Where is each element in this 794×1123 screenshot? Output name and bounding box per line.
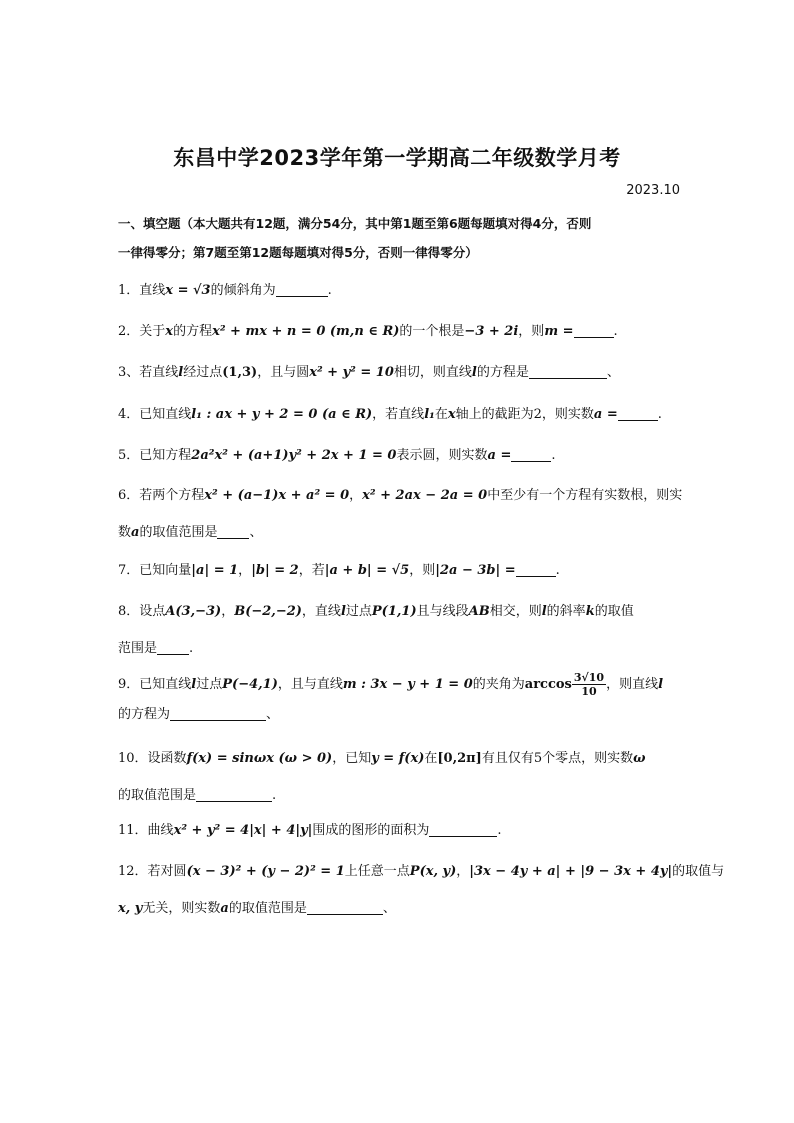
- question-text: 的方程为: [118, 707, 171, 722]
- question-text: 的取值范围是: [139, 525, 218, 540]
- question-text: 的斜率: [546, 604, 586, 619]
- question-text: 表示圆，则实数: [396, 448, 488, 463]
- question-3: [118, 358, 688, 388]
- answer-blank[interactable]: [516, 562, 556, 577]
- math-expression: x, y: [118, 901, 143, 916]
- question-text: 的取值: [594, 604, 634, 619]
- math-expression: B(−2,−2): [234, 604, 302, 619]
- math-expression: a: [220, 901, 229, 916]
- math-expression: P(x, y): [409, 864, 457, 879]
- question-text: 曲线: [147, 823, 174, 838]
- math-expression: P(−4,1): [222, 677, 278, 692]
- question-text: 的方程是: [476, 365, 529, 380]
- fraction-numerator: 3√10: [573, 671, 605, 684]
- math-expression: [0,2π]: [437, 751, 482, 766]
- question-text: ，: [221, 604, 235, 619]
- math-expression: −3 + 2i: [464, 324, 519, 339]
- fraction: [572, 671, 606, 698]
- question-text: .: [497, 823, 502, 838]
- question-text: 中至少有一个方程有实数根，则实: [487, 488, 683, 503]
- question-text: 直线: [139, 283, 166, 298]
- math-expression: |a| = 1: [191, 563, 239, 578]
- question-1: [118, 276, 688, 306]
- question-line: [118, 744, 688, 774]
- question-text: .: [613, 324, 618, 339]
- section-heading: [118, 209, 688, 267]
- question-number: 3、: [118, 365, 140, 380]
- question-text: ，: [238, 563, 252, 578]
- question-text: 有且仅有5个零点，则实数: [481, 751, 634, 766]
- section-heading-line-2: 一律得零分；第7题至第12题每题填对得5分，否则一律得零分）: [118, 245, 478, 260]
- math-expression: m : 3x − y + 1 = 0: [342, 677, 473, 692]
- math-expression: l₁: [424, 407, 435, 422]
- question-text: 关于: [139, 324, 166, 339]
- question-number: 2．: [118, 324, 140, 339]
- math-expression: P(1,1): [371, 604, 417, 619]
- math-expression: x = √3: [165, 283, 211, 298]
- question-text: .: [551, 448, 556, 463]
- question-text: ，则: [409, 563, 436, 578]
- math-expression: l: [178, 365, 184, 380]
- math-expression: l: [471, 365, 477, 380]
- question-text: ，若直线: [372, 407, 425, 422]
- question-text: 、: [606, 365, 620, 380]
- question-number: 8．: [118, 604, 140, 619]
- question-text: 相交，则: [489, 604, 542, 619]
- question-text: 过点: [196, 677, 223, 692]
- question-text: 若直线: [139, 365, 179, 380]
- question-text: 轴上的截距为2，则实数: [455, 407, 594, 422]
- question-text: 范围是: [118, 641, 158, 656]
- math-expression: l: [658, 677, 664, 692]
- question-text: 设点: [139, 604, 166, 619]
- question-line: [118, 597, 688, 627]
- question-text: ，则直线: [606, 677, 659, 692]
- answer-blank[interactable]: [170, 706, 266, 721]
- question-number: 11．: [118, 823, 148, 838]
- question-text: 过点: [345, 604, 372, 619]
- question-5: [118, 441, 688, 471]
- question-text: ，若: [298, 563, 325, 578]
- math-expression: x² + (a−1)x + a² = 0: [204, 488, 350, 503]
- question-line: [118, 670, 688, 700]
- answer-blank[interactable]: [529, 364, 607, 379]
- question-number: 4．: [118, 407, 140, 422]
- math-expression: l: [191, 677, 197, 692]
- question-text: ，则: [518, 324, 545, 339]
- answer-blank[interactable]: [157, 640, 189, 655]
- question-text: 若两个方程: [139, 488, 205, 503]
- question-text: ，且与直线: [277, 677, 343, 692]
- math-expression: |a + b| = √5: [324, 563, 410, 578]
- question-text: 相切，则直线: [393, 365, 472, 380]
- question-text: ，: [456, 864, 470, 879]
- question-text: 围成的图形的面积为: [312, 823, 430, 838]
- math-expression: x² + y² = 4|x| + 4|y|: [173, 823, 313, 838]
- math-expression: arccos: [524, 677, 572, 692]
- question-8: [118, 597, 688, 664]
- math-expression: (1,3): [222, 365, 258, 380]
- question-line: [118, 894, 688, 924]
- section-heading-line-1: 一、填空题（本大题共有12题，满分54分，其中第1题至第6题每题填对得4分，否则: [118, 216, 592, 231]
- question-text: 已知方程: [139, 448, 192, 463]
- question-number: 12．: [118, 864, 148, 879]
- question-text: 、: [382, 901, 396, 916]
- fraction-denominator: 10: [581, 685, 597, 698]
- math-expression: l₁ : ax + y + 2 = 0 (a ∈ R): [191, 407, 373, 422]
- question-text: 的取值范围是: [228, 901, 307, 916]
- math-expression: |2a − 3b| =: [435, 563, 516, 578]
- question-text: 、: [266, 707, 280, 722]
- math-expression: (x − 3)² + (y − 2)² = 1: [186, 864, 345, 879]
- math-expression: A(3,−3): [165, 604, 222, 619]
- question-text: .: [657, 407, 662, 422]
- math-expression: k: [585, 604, 595, 619]
- math-expression: a =: [593, 407, 618, 422]
- question-text: .: [272, 788, 277, 803]
- question-number: 7．: [118, 563, 140, 578]
- answer-blank[interactable]: [511, 447, 551, 462]
- question-text: 若对圆: [147, 864, 187, 879]
- answer-blank[interactable]: [574, 323, 614, 338]
- question-text: 无关，则实数: [142, 901, 221, 916]
- question-number: 1．: [118, 283, 140, 298]
- answer-blank[interactable]: [429, 822, 497, 837]
- question-text: 设函数: [147, 751, 187, 766]
- math-expression: AB: [468, 604, 490, 619]
- question-text: 经过点: [183, 365, 223, 380]
- question-text: 在: [424, 751, 438, 766]
- question-9: [118, 670, 688, 730]
- question-4: [118, 400, 688, 430]
- question-line: [118, 781, 688, 811]
- question-line: [118, 634, 688, 664]
- question-6: [118, 481, 688, 548]
- question-line: [118, 857, 725, 887]
- question-text: 的倾斜角为: [210, 283, 276, 298]
- answer-blank[interactable]: [618, 406, 658, 421]
- math-expression: l: [340, 604, 346, 619]
- math-expression: x: [447, 407, 456, 422]
- exam-date: 2023.10: [626, 183, 680, 198]
- question-text: 的方程: [173, 324, 213, 339]
- answer-blank[interactable]: [217, 524, 249, 539]
- question-number: 5．: [118, 448, 140, 463]
- math-expression: |b| = 2: [251, 563, 299, 578]
- math-expression: m =: [544, 324, 574, 339]
- question-number: 9．: [118, 677, 140, 692]
- page-title: 东昌中学2023学年第一学期高二年级数学月考: [173, 146, 621, 170]
- question-text: 已知向量: [139, 563, 192, 578]
- math-expression: 2a²x² + (a+1)y² + 2x + 1 = 0: [191, 448, 397, 463]
- question-text: .: [327, 283, 332, 298]
- question-text: 上任意一点: [344, 864, 410, 879]
- math-expression: y = f(x): [371, 751, 425, 766]
- question-text: ，已知: [332, 751, 372, 766]
- question-2: [118, 317, 688, 347]
- answer-blank[interactable]: [196, 787, 272, 802]
- question-text: 且与线段: [416, 604, 469, 619]
- question-line: [118, 700, 688, 730]
- question-number: 10．: [118, 751, 148, 766]
- question-text: 已知直线: [139, 407, 192, 422]
- question-10: [118, 744, 688, 811]
- question-text: ，直线: [301, 604, 341, 619]
- question-line: [118, 518, 688, 548]
- question-text: ，且与圆: [257, 365, 310, 380]
- question-text: 已知直线: [139, 677, 192, 692]
- math-expression: x² + mx + n = 0 (m,n ∈ R): [212, 324, 400, 339]
- math-expression: a: [131, 525, 140, 540]
- math-expression: a =: [487, 448, 512, 463]
- question-text: .: [189, 641, 194, 656]
- question-text: 的一个根是: [399, 324, 465, 339]
- question-number: 6．: [118, 488, 140, 503]
- question-12: [118, 857, 725, 924]
- math-expression: |3x − 4y + a| + |9 − 3x + 4y|: [469, 864, 673, 879]
- math-expression: f(x) = sinωx (ω > 0): [186, 751, 333, 766]
- answer-blank[interactable]: [307, 900, 383, 915]
- answer-blank[interactable]: [276, 282, 328, 297]
- question-text: .: [555, 563, 560, 578]
- question-11: [118, 816, 688, 846]
- math-expression: ω: [633, 751, 646, 766]
- question-text: ，: [349, 488, 363, 503]
- question-text: 的取值与: [672, 864, 725, 879]
- question-text: 的取值范围是: [118, 788, 197, 803]
- question-text: 的夹角为: [472, 677, 525, 692]
- question-text: 、: [249, 525, 263, 540]
- math-expression: x² + y² = 10: [309, 365, 394, 380]
- question-text: 数: [118, 525, 132, 540]
- question-line: [118, 481, 688, 511]
- question-7: [118, 556, 688, 586]
- math-expression: x² + 2ax − 2a = 0: [362, 488, 488, 503]
- math-expression: x: [165, 324, 174, 339]
- question-text: 在: [434, 407, 448, 422]
- math-expression: l: [541, 604, 547, 619]
